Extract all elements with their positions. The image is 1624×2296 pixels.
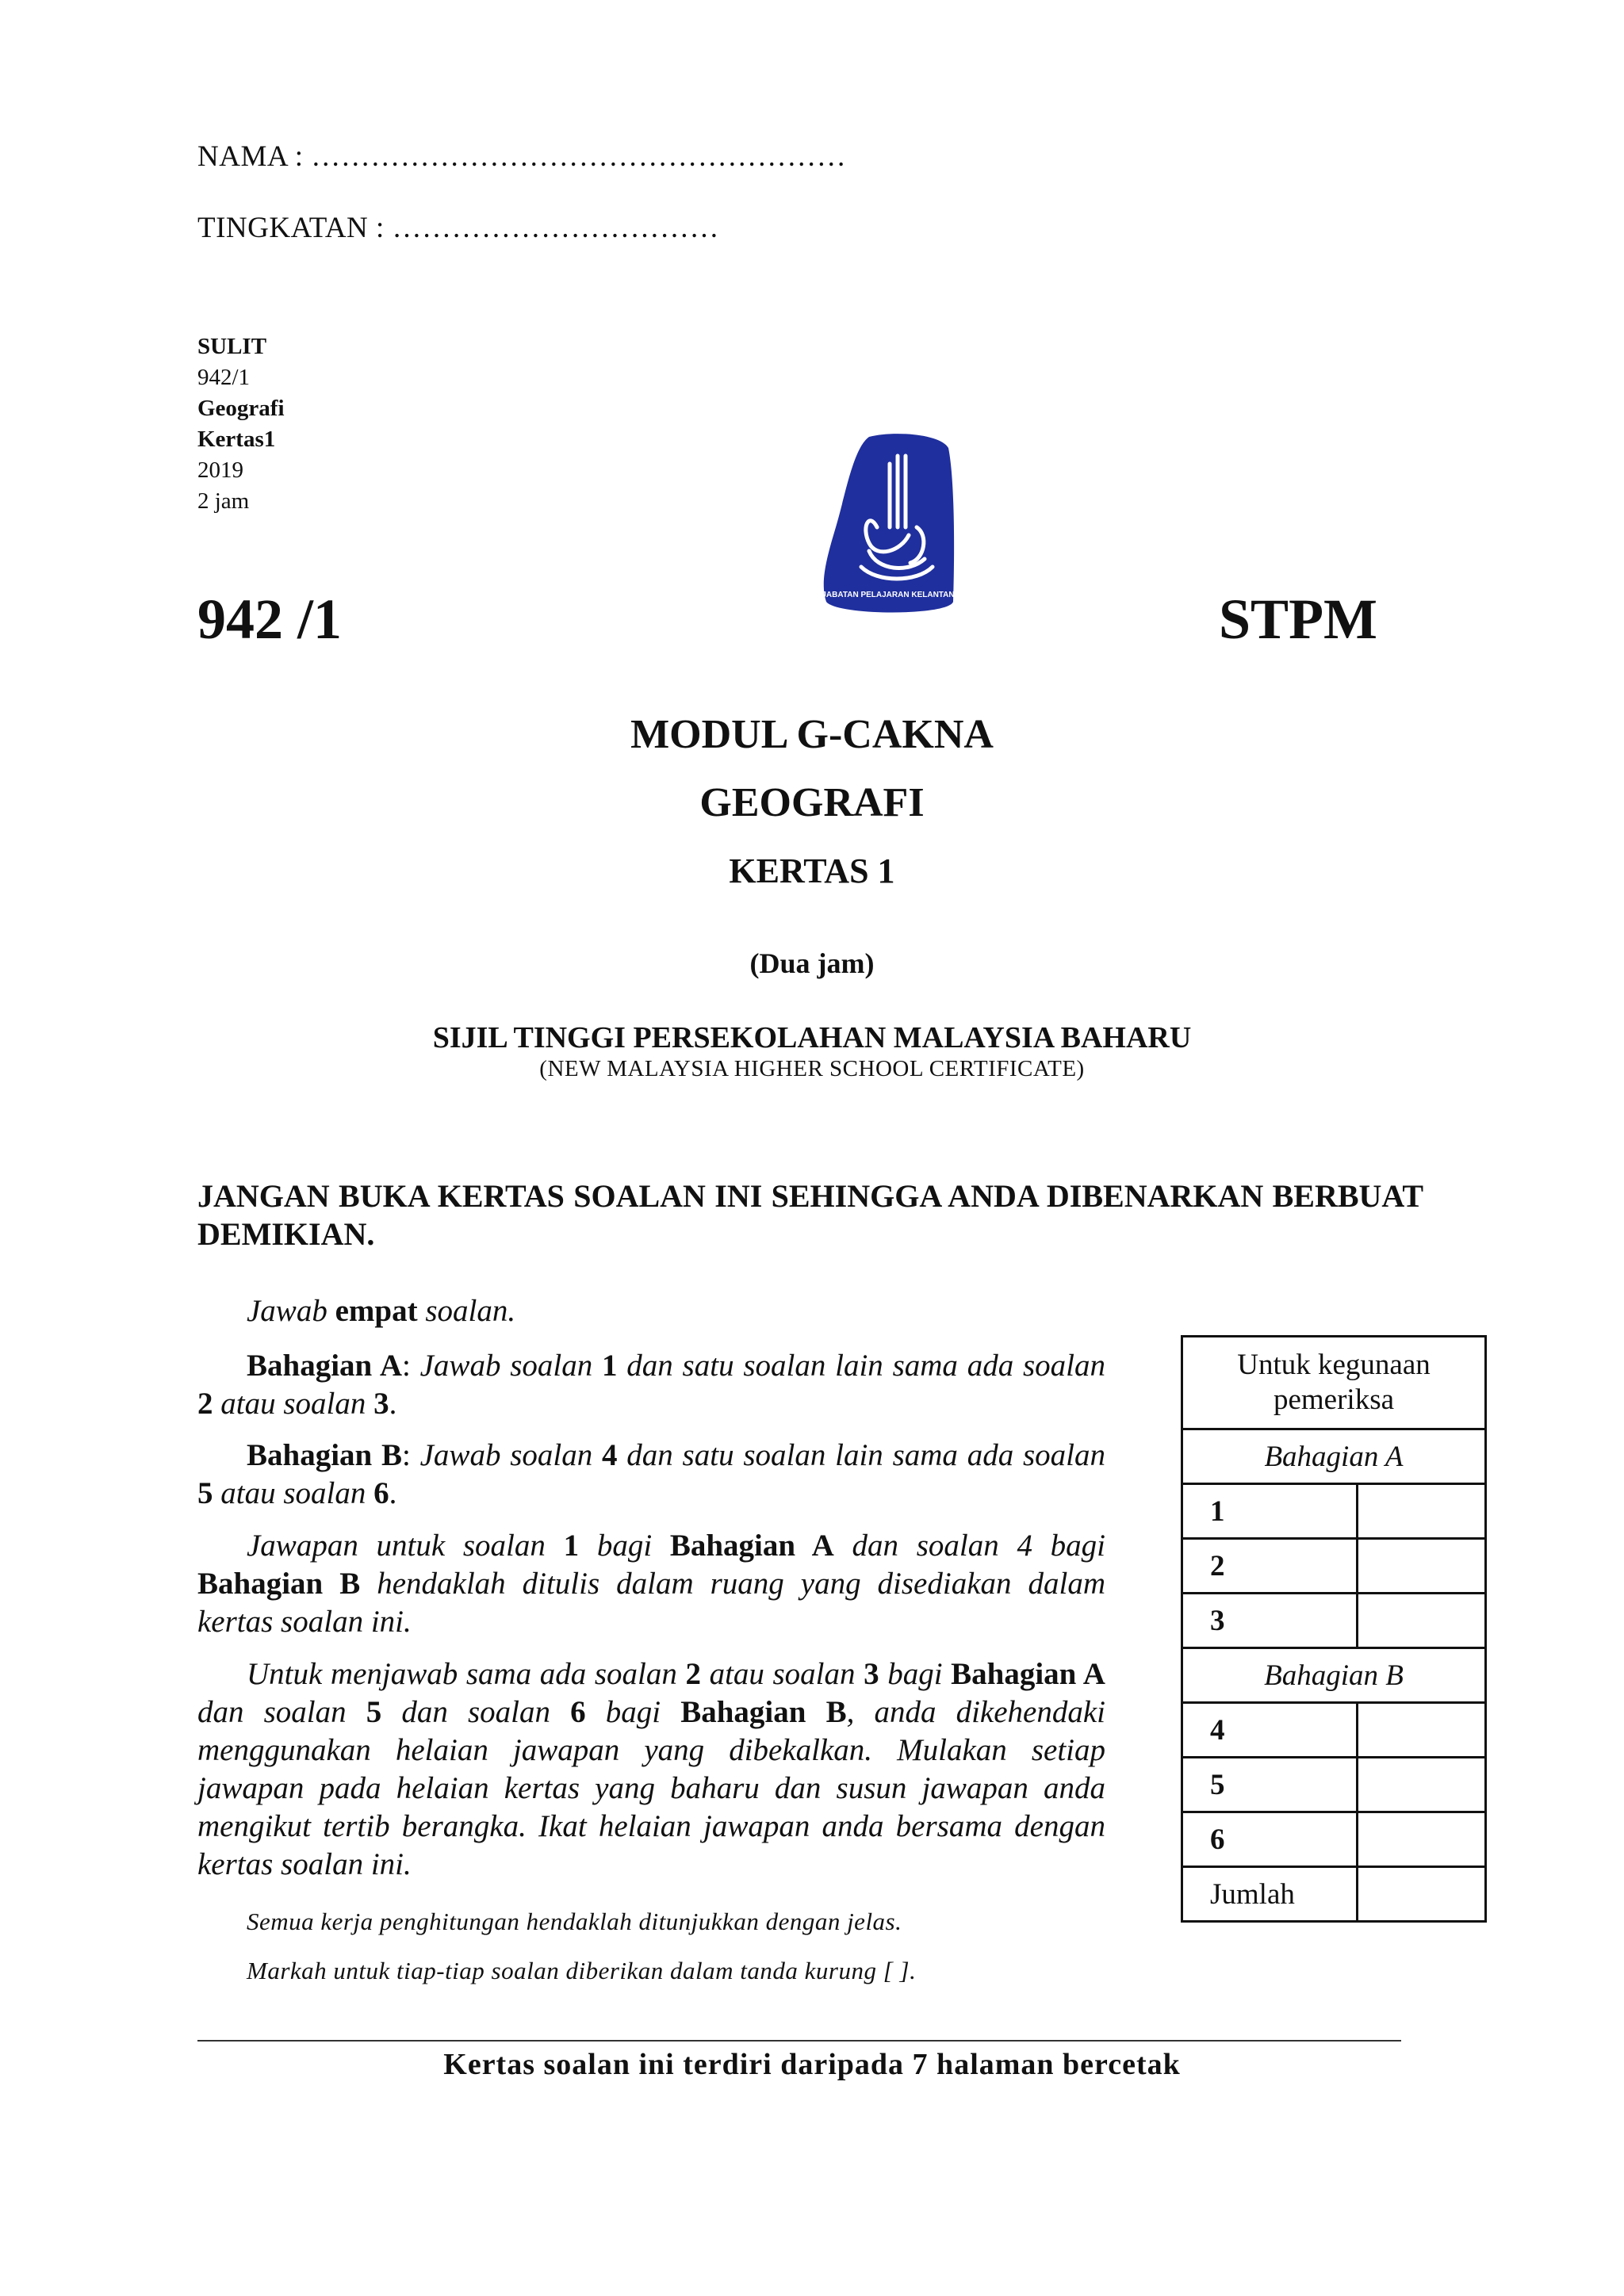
question-number: 2 <box>1182 1539 1358 1594</box>
mark-cell <box>1358 1812 1486 1867</box>
instruction-4: Jawapan untuk soalan 1 bagi Bahagian A dan soalan 4 bagi Bahagian B hendaklah ditulis dalam ruang yang disediakan dalam kertas soalan ini. <box>197 1529 1105 1639</box>
certificate-title: SIJIL TINGGI PERSEKOLAHAN MALAYSIA BAHARU <box>432 1021 1192 1054</box>
mark-cell <box>1358 1539 1486 1594</box>
table-row <box>1182 1812 1486 1867</box>
jabatan-pelajaran-kelantan-logo <box>822 432 955 619</box>
subject-title: GEOGRAFI <box>699 780 925 825</box>
instructions <box>197 1292 1105 2006</box>
note-calculation: Semua kerja penghitungan hendaklah ditunjukkan dengan jelas. <box>247 1908 902 1935</box>
sulit-label: SULIT <box>197 334 267 359</box>
instruction-2: Bahagian A: Jawab soalan 1 dan satu soalan lain sama ada soalan 2 atau soalan 3. <box>197 1349 1105 1421</box>
paper-label: Kertas1 <box>197 427 276 452</box>
mark-cell <box>1358 1594 1486 1648</box>
modul-title <box>0 701 1624 837</box>
table-row <box>1182 1758 1486 1812</box>
question-number: 4 <box>1182 1703 1358 1758</box>
table-row <box>1182 1594 1486 1648</box>
mark-cell <box>1358 1758 1486 1812</box>
table-row <box>1182 1484 1486 1539</box>
total-label: Jumlah <box>1182 1867 1358 1922</box>
total-cell <box>1358 1867 1486 1922</box>
examiner-table <box>1181 1335 1487 1923</box>
table-row <box>1182 1867 1486 1922</box>
certificate-subtitle: (NEW MALAYSIA HIGHER SCHOOL CERTIFICATE) <box>539 1056 1085 1081</box>
instruction-3: Bahagian B: Jawab soalan 4 dan satu soalan lain sama ada soalan 5 atau soalan 6. <box>197 1438 1105 1510</box>
warning-text: JANGAN BUKA KERTAS SOALAN INI SEHINGGA ANDA DIBENARKAN BERBUAT DEMIKIAN. <box>197 1178 1423 1252</box>
duration-title: (Dua jam) <box>749 947 875 979</box>
nama-field: NAMA : ……………………………………………… <box>197 140 847 173</box>
subject-label: Geografi <box>197 396 285 421</box>
paper-code: 942/1 <box>197 365 251 390</box>
question-number: 1 <box>1182 1484 1358 1539</box>
year-label: 2019 <box>197 457 243 483</box>
section-b-label: Bahagian B <box>1182 1648 1486 1703</box>
mark-cell <box>1358 1703 1486 1758</box>
paper-title: KERTAS 1 <box>729 851 895 890</box>
duration-label: 2 jam <box>197 488 250 514</box>
logo-text: JABATAN PELAJARAN KELANTAN <box>822 591 955 599</box>
instruction-5: Untuk menjawab sama ada soalan 2 atau soalan 3 bagi Bahagian A dan soalan 5 dan soalan 6 bagi Bahagian B, anda dikehendaki menggunakan helaian jawapan yang dibekalkan. Mulakan setiap jawapan pada helaian kertas yang baharu dan susun jawapan anda mengikut tertib berangka. Ikat helaian jawapan anda bersama dengan kertas soalan ini. <box>197 1657 1105 1881</box>
modul-name: MODUL G-CAKNA <box>630 712 994 757</box>
footer-text: Kertas soalan ini terdiri daripada 7 halaman bercetak <box>443 2048 1181 2081</box>
paper-code-title: 942 /1 <box>197 587 343 651</box>
mark-cell <box>1358 1484 1486 1539</box>
table-row <box>1182 1539 1486 1594</box>
footer-divider <box>197 2040 1401 2042</box>
paper-meta <box>197 331 285 517</box>
table-row <box>1182 1703 1486 1758</box>
examiner-table-header: Untuk kegunaan pemeriksa <box>1182 1337 1486 1429</box>
note-marks: Markah untuk tiap-tiap soalan diberikan dalam tanda kurung [ ]. <box>247 1957 917 1984</box>
question-number: 3 <box>1182 1594 1358 1648</box>
question-number: 5 <box>1182 1758 1358 1812</box>
tingkatan-field: TINGKATAN : …………………………… <box>197 212 720 244</box>
question-number: 6 <box>1182 1812 1358 1867</box>
section-a-label: Bahagian A <box>1182 1429 1486 1484</box>
exam-title: STPM <box>1219 587 1378 651</box>
instruction-1: Jawab empat soalan. <box>247 1294 516 1328</box>
